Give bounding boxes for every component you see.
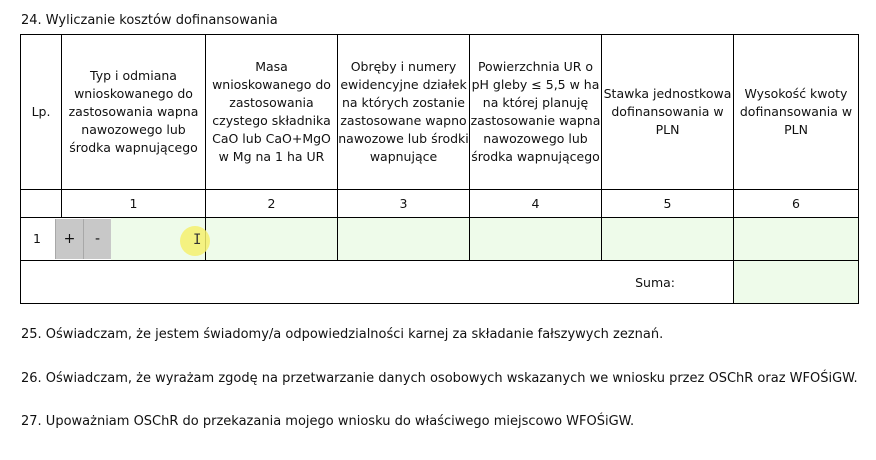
add-row-button[interactable]: + bbox=[55, 219, 84, 259]
column-number-4: 4 bbox=[470, 190, 602, 218]
sum-value-field[interactable] bbox=[734, 261, 859, 304]
sum-label: Suma: bbox=[21, 261, 734, 304]
table-row bbox=[21, 218, 859, 261]
column-number-blank bbox=[21, 190, 62, 218]
row-controls-cell bbox=[21, 218, 206, 261]
header-type: Typ i odmiana wnioskowanego do zastosowania wapna nawozowego lub środka wapnującego bbox=[62, 35, 206, 190]
column-number-1: 1 bbox=[62, 190, 206, 218]
header-amount: Wysokość kwoty dofinansowania w PLN bbox=[734, 35, 859, 190]
column-number-3: 3 bbox=[338, 190, 470, 218]
amount-input[interactable] bbox=[734, 218, 859, 261]
statement-27: 27. Upoważniam OSChR do przekazania mojego wniosku do właściwego miejscowo WFOŚiGW. bbox=[21, 414, 635, 429]
remove-row-button[interactable]: - bbox=[83, 219, 112, 259]
section-title: 24. Wyliczanie kosztów dofinansowania bbox=[21, 13, 278, 28]
area-input[interactable] bbox=[470, 218, 602, 261]
plots-input[interactable] bbox=[338, 218, 470, 261]
header-rate: Stawka jednostkowa dofinansowania w PLN bbox=[602, 35, 734, 190]
rate-input[interactable] bbox=[602, 218, 734, 261]
header-lp: Lp. bbox=[21, 35, 62, 190]
header-area: Powierzchnia UR o pH gleby ≤ 5,5 w ha na której planuję zastosowanie wapna nawozowego lub środka wapnującego bbox=[470, 35, 602, 190]
row-number: 1 bbox=[33, 231, 41, 246]
header-plots: Obręby i numery ewidencyjne działek na których zostanie zastosowane wapno nawozowe lub środki wapnujące bbox=[338, 35, 470, 190]
cost-table bbox=[20, 34, 859, 304]
header-mass: Masa wnioskowanego do zastosowania czystego składnika CaO lub CaO+MgO w Mg na 1 ha UR bbox=[206, 35, 338, 190]
text-cursor-icon: I bbox=[193, 232, 202, 248]
mass-input[interactable] bbox=[206, 218, 338, 261]
statement-25: 25. Oświadczam, że jestem świadomy/a odpowiedzialności karnej za składanie fałszywych zeznań. bbox=[21, 327, 664, 342]
statement-26: 26. Oświadczam, że wyrażam zgodę na przetwarzanie danych osobowych wskazanych we wniosku przez OSChR oraz WFOŚiGW. bbox=[21, 371, 858, 386]
column-number-2: 2 bbox=[206, 190, 338, 218]
column-number-6: 6 bbox=[734, 190, 859, 218]
column-number-5: 5 bbox=[602, 190, 734, 218]
